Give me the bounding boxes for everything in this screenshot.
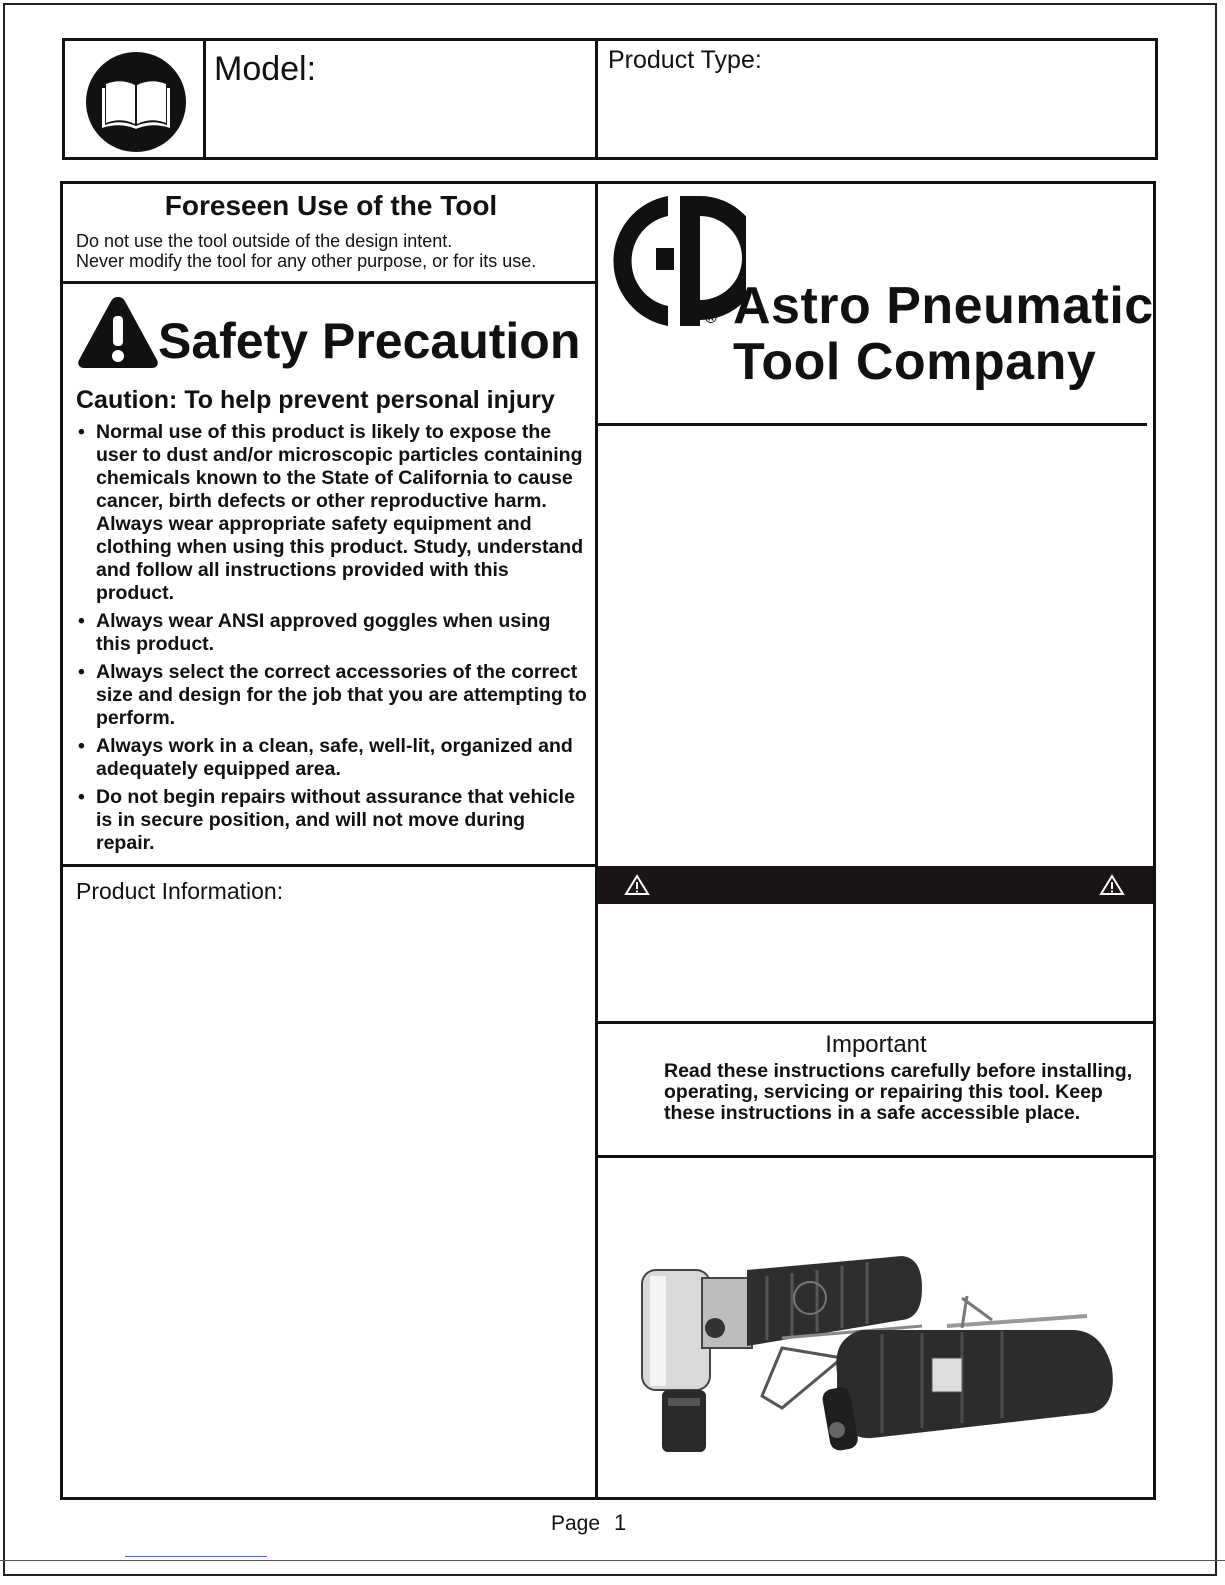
list-item: • Do not begin repairs without assurance that vehicle is in secure position, and will not move during repair.	[76, 786, 588, 855]
column-divider	[595, 181, 598, 1500]
section-divider	[62, 281, 596, 284]
header-divider	[203, 38, 206, 160]
list-item: • Normal use of this product is likely to expose the user to dust and/or microscopic particles containing chemicals known to the State of California to cause cancer, birth defects or other reproductive harm. Always wear appropriate safety equipment and clothing when using this product. Study, understand and follow all instructions provided with this product.	[76, 421, 588, 605]
warning-triangle-icon	[1099, 874, 1125, 896]
foreseen-line-2: Never modify the tool for any other purpose, or for its use.	[76, 251, 537, 271]
model-label: Model:	[214, 50, 317, 88]
safety-bullet-list	[76, 421, 588, 860]
foreseen-use-title: Foreseen Use of the Tool	[164, 190, 498, 221]
section-divider	[597, 1021, 1153, 1024]
bottom-link-line	[125, 1556, 267, 1557]
list-item: • Always work in a clean, safe, well-lit, organized and adequately equipped area.	[76, 735, 588, 781]
header-divider	[595, 38, 598, 160]
product-type-label: Product Type:	[608, 46, 762, 74]
foreseen-use-text	[76, 231, 591, 271]
company-name-line-2: Tool Company	[733, 333, 1097, 391]
registered-mark: ®	[705, 310, 717, 327]
ap-logo-icon	[606, 190, 746, 332]
caution-heading: Caution: To help prevent personal injury	[76, 386, 555, 414]
important-text: Read these instructions carefully before installing, operating, servicing or repairing this tool. Keep these instructions in a safe accessible place.	[664, 1060, 1133, 1124]
warning-triangle-icon	[624, 874, 650, 896]
foreseen-line-1: Do not use the tool outside of the design intent.	[76, 231, 453, 251]
book-manual-icon	[84, 50, 188, 154]
important-title: Important	[825, 1031, 927, 1058]
page-label: Page	[551, 1512, 601, 1535]
page-number: 1	[614, 1510, 627, 1535]
product-image	[632, 1218, 1137, 1478]
section-divider	[62, 864, 596, 867]
warning-band	[597, 866, 1153, 904]
company-name-line-1: Astro Pneumatic	[733, 277, 1154, 335]
section-divider	[597, 1155, 1153, 1158]
list-item: • Always select the correct accessories of the correct size and design for the job that you are attempting to perform.	[76, 661, 588, 730]
safety-precaution-title: Safety Precaution	[158, 313, 581, 369]
list-item: • Always wear ANSI approved goggles when using this product.	[76, 610, 588, 656]
warning-triangle-icon	[76, 294, 160, 370]
product-information-label: Product Information:	[76, 878, 284, 904]
section-divider	[597, 423, 1147, 426]
bottom-rule	[0, 1560, 1225, 1561]
